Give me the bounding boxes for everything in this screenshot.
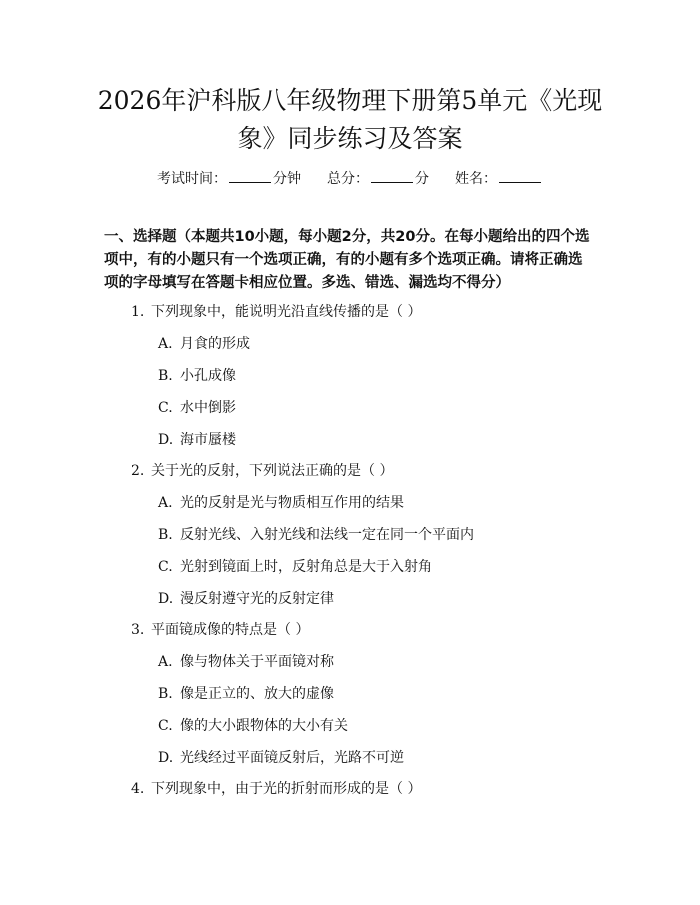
option-text: 月食的形成 (180, 336, 250, 352)
name-label: 姓名： (455, 171, 497, 187)
option-letter: D. (158, 591, 174, 607)
question-text: 关于光的反射，下列说法正确的是（ ） (151, 463, 394, 479)
question-number: 3. (131, 622, 145, 638)
question-2 (131, 461, 393, 481)
question-1-option-a (158, 334, 250, 354)
section-heading: 一、选择题（本题共10小题，每小题2分，共20分。在每小题给出的四个选项中，有的小题只有一个选项正确，有的小题有多个选项正确。请将正确选项的字母填写在答题卡相应位置。多选、错选、漏选均不得分） (104, 229, 590, 291)
option-text: 像的大小跟物体的大小有关 (180, 718, 348, 734)
question-text: 下列现象中，能说明光沿直线传播的是（ ） (151, 304, 422, 320)
option-text: 反射光线、入射光线和法线一定在同一个平面内 (180, 527, 474, 543)
option-text: 小孔成像 (180, 368, 236, 384)
score-label: 总分： (327, 171, 369, 187)
option-text: 水中倒影 (180, 400, 236, 416)
option-letter: B. (158, 527, 173, 543)
option-text: 光线经过平面镜反射后，光路不可逆 (180, 750, 404, 766)
question-3-option-c (158, 716, 348, 736)
option-letter: A. (158, 654, 173, 670)
option-letter: D. (158, 432, 174, 448)
option-letter: A. (158, 495, 173, 511)
question-3 (131, 620, 309, 640)
time-blank (229, 168, 271, 183)
question-1-option-d (158, 430, 236, 450)
question-1-option-c (158, 398, 236, 418)
exam-info-line (0, 168, 700, 189)
option-letter: A. (158, 336, 173, 352)
option-letter: B. (158, 686, 173, 702)
score-blank (371, 168, 413, 183)
option-letter: D. (158, 750, 174, 766)
score-unit: 分 (415, 171, 429, 187)
option-letter: C. (158, 718, 173, 734)
question-4 (131, 779, 421, 799)
document-title: 2026年沪科版八年级物理下册第5单元《光现象》同步练习及答案 (97, 86, 603, 153)
option-text: 海市蜃楼 (180, 432, 236, 448)
question-3-option-a (158, 652, 334, 672)
question-1-option-b (158, 366, 236, 386)
time-unit: 分钟 (273, 171, 301, 187)
option-letter: C. (158, 559, 173, 575)
option-text: 漫反射遵守光的反射定律 (180, 591, 334, 607)
question-3-option-b (158, 684, 334, 704)
question-number: 1. (131, 304, 145, 320)
question-1 (131, 302, 421, 322)
option-text: 光射到镜面上时，反射角总是大于入射角 (180, 559, 432, 575)
name-blank (499, 168, 541, 183)
question-2-option-c (158, 557, 432, 577)
time-label: 考试时间： (157, 171, 227, 187)
question-2-option-d (158, 589, 334, 609)
option-text: 像是正立的、放大的虚像 (180, 686, 334, 702)
option-letter: B. (158, 368, 173, 384)
question-number: 2. (131, 463, 145, 479)
question-2-option-a (158, 493, 404, 513)
question-2-option-b (158, 525, 474, 545)
option-letter: C. (158, 400, 173, 416)
question-3-option-d (158, 748, 404, 768)
question-text: 下列现象中，由于光的折射而形成的是（ ） (151, 781, 422, 797)
option-text: 像与物体关于平面镜对称 (180, 654, 334, 670)
question-text: 平面镜成像的特点是（ ） (151, 622, 310, 638)
question-number: 4. (131, 781, 145, 797)
option-text: 光的反射是光与物质相互作用的结果 (180, 495, 404, 511)
